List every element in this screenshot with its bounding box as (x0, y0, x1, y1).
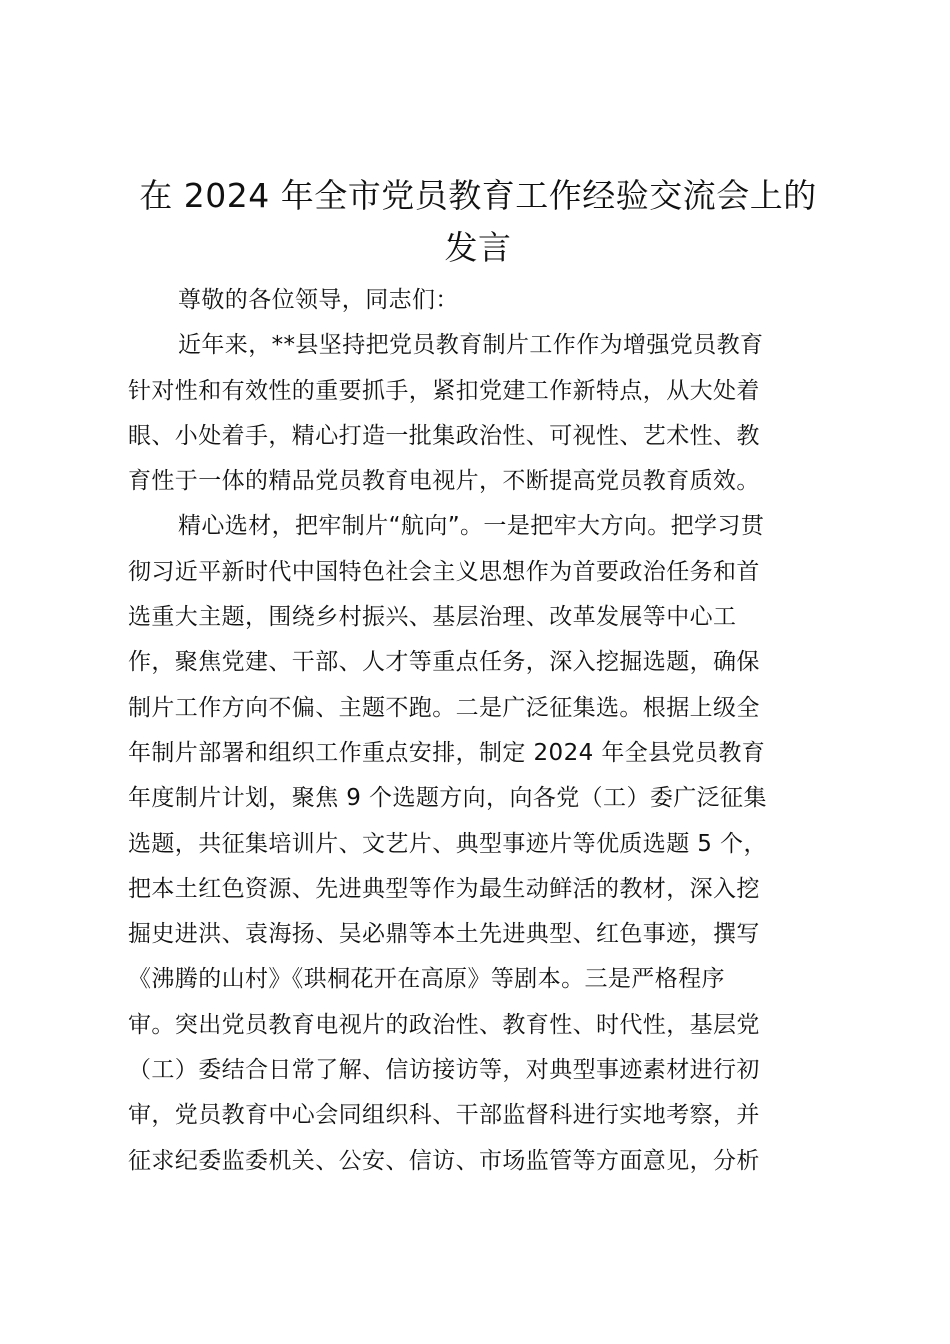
body-line: 眼、小处着手，精心打造一批集政治性、可视性、艺术性、教 (128, 422, 760, 449)
body-line: 年制片部署和组织工作重点安排，制定 2024 年全县党员教育 (128, 739, 766, 766)
body-line: 《沸腾的山村》《珙桐花开在高原》等剧本。三是严格程序 (128, 966, 725, 993)
title-line-2: 发言 (444, 228, 512, 267)
body-line: 精心选材，把牢制片“航向”。一是把牢大方向。把学习贯 (178, 513, 765, 540)
body-line: 彻习近平新时代中国特色社会主义思想作为首要政治任务和首 (128, 558, 760, 585)
title-line-1: 在 2024 年全市党员教育工作经验交流会上的 (139, 176, 817, 215)
body-line: 把本土红色资源、先进典型等作为最生动鲜活的教材，深入挖 (128, 875, 760, 902)
document-title (128, 170, 828, 274)
body-line: 作，聚焦党建、干部、人才等重点任务，深入挖掘选题，确保 (128, 649, 760, 676)
body-line: 审。突出党员教育电视片的政治性、教育性、时代性，基层党 (128, 1011, 760, 1038)
body-line: 针对性和有效性的重要抓手，紧扣党建工作新特点，从大处着 (128, 377, 760, 404)
body-line: （工）委结合日常了解、信访接访等，对典型事迹素材进行初 (128, 1057, 760, 1084)
body-line: 制片工作方向不偏、主题不跑。二是广泛征集选。根据上级全 (128, 694, 760, 721)
body-line: 育性于一体的精品党员教育电视片，不断提高党员教育质效。 (128, 468, 760, 495)
body-line: 年度制片计划，聚焦 9 个选题方向，向各党（工）委广泛征集 (128, 785, 767, 812)
document-body (128, 278, 818, 1184)
body-line: 征求纪委监委机关、公安、信访、市场监管等方面意见，分析 (128, 1147, 760, 1174)
body-line: 选题，共征集培训片、文艺片、典型事迹片等优质选题 5 个， (128, 830, 767, 857)
body-line: 审，党员教育中心会同组织科、干部监督科进行实地考察，并 (128, 1102, 760, 1129)
body-line: 近年来，**县坚持把党员教育制片工作作为增强党员教育 (178, 332, 764, 359)
body-line: 选重大主题，围绕乡村振兴、基层治理、改革发展等中心工 (128, 604, 737, 631)
body-line: 掘史进洪、袁海扬、吴必鼎等本土先进典型、红色事迹，撰写 (128, 921, 760, 948)
salutation-line: 尊敬的各位领导，同志们： (178, 287, 459, 313)
